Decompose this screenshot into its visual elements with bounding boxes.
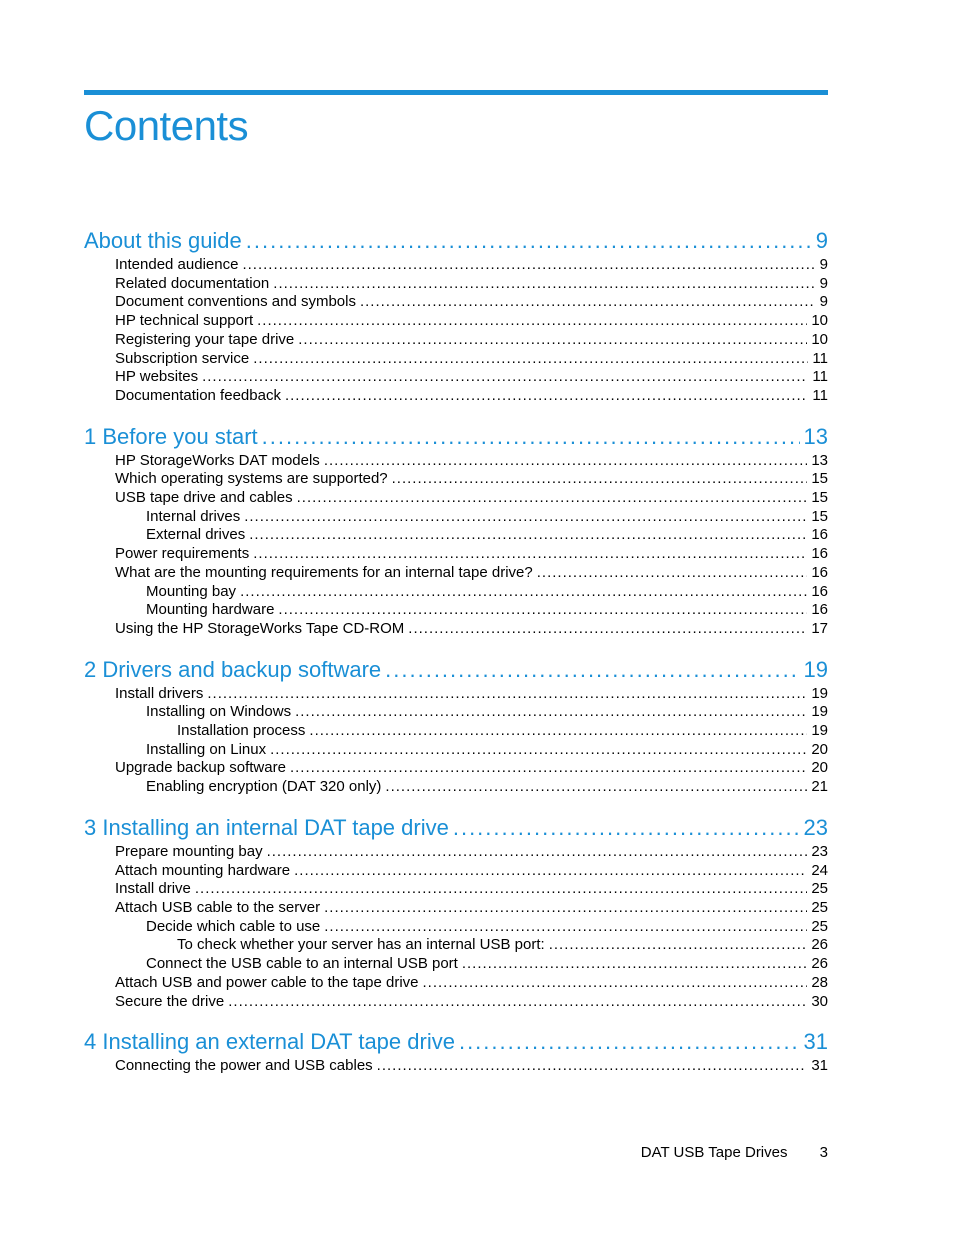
toc-chapter [84, 1027, 828, 1076]
toc-entry-page: 17 [811, 619, 828, 637]
toc-chapter-title: 3 Installing an internal DAT tape drive [84, 814, 449, 840]
toc-entry[interactable] [84, 387, 828, 406]
toc-entry-title: Enabling encryption (DAT 320 only) [146, 778, 382, 796]
toc-entry[interactable] [84, 256, 828, 275]
toc-entry-page: 20 [811, 740, 828, 758]
dot-leader [242, 256, 815, 275]
toc-entry-page: 11 [812, 349, 828, 367]
dot-leader [270, 741, 807, 760]
toc-entry[interactable] [84, 993, 828, 1012]
dot-leader [297, 489, 808, 508]
toc-entry-title: Attach USB cable to the server [115, 898, 321, 916]
toc-entry[interactable] [84, 759, 828, 778]
toc-entry[interactable] [84, 1057, 828, 1076]
toc-entry-title: Install drive [115, 880, 191, 898]
toc-entry-page: 9 [819, 274, 828, 292]
toc-entry-title: Intended audience [115, 256, 239, 273]
toc-entry-page: 15 [811, 489, 828, 507]
toc-chapter [84, 655, 828, 797]
dot-leader [262, 422, 800, 452]
dot-leader [244, 508, 807, 527]
toc-entry[interactable] [84, 685, 828, 704]
toc-entry-page: 21 [811, 778, 828, 796]
toc-entry[interactable] [84, 843, 828, 862]
dot-leader [309, 722, 807, 741]
toc-entry[interactable] [84, 862, 828, 881]
toc-chapter-heading[interactable] [84, 1027, 828, 1057]
footer-document-name: DAT USB Tape Drives [640, 1144, 788, 1161]
dot-leader [257, 312, 807, 331]
toc-entry[interactable] [84, 545, 828, 564]
toc-entry-title: Upgrade backup software [115, 759, 286, 777]
toc-entry-page: 19 [811, 684, 828, 702]
toc-entry[interactable] [84, 452, 828, 471]
toc-entry-title: HP technical support [115, 312, 254, 330]
toc-entry[interactable] [84, 583, 828, 602]
toc-chapter-page: 19 [803, 656, 828, 682]
toc-entry[interactable] [84, 741, 828, 760]
toc-entry-page: 24 [811, 861, 828, 879]
toc-entry-page: 26 [811, 936, 828, 954]
toc-entry-page: 20 [811, 759, 828, 777]
toc-entry-page: 25 [811, 880, 828, 898]
toc-entry[interactable] [84, 350, 828, 369]
toc-entry[interactable] [84, 955, 828, 974]
toc-entry-page: 19 [811, 722, 828, 740]
toc-entry-page: 25 [811, 898, 828, 916]
toc-chapter-heading[interactable] [84, 655, 828, 685]
toc-entry-page: 26 [811, 955, 828, 973]
toc-entry[interactable] [84, 470, 828, 489]
toc-entry-title: Prepare mounting bay [115, 842, 263, 860]
toc-entry-title: External drives [146, 526, 246, 544]
dot-leader [385, 778, 807, 797]
dot-leader [202, 368, 808, 387]
dot-leader [537, 564, 808, 583]
toc-entry-title: To check whether your server has an internal USB port: [177, 936, 545, 954]
toc-chapter [84, 226, 828, 406]
toc-entry-title: Documentation feedback [115, 386, 281, 404]
footer-page-number: 3 [819, 1144, 828, 1161]
toc-entry[interactable] [84, 275, 828, 294]
toc-chapter-page: 23 [803, 814, 828, 840]
toc-chapter-heading[interactable] [84, 226, 828, 256]
toc-entry-page: 19 [811, 703, 828, 721]
toc-chapter-heading[interactable] [84, 422, 828, 452]
dot-leader [228, 993, 807, 1012]
toc-chapter-page: 13 [803, 423, 828, 449]
dot-leader [392, 470, 808, 489]
toc-entry-title: Install drivers [115, 684, 204, 702]
toc-entry-page: 15 [811, 470, 828, 488]
dot-leader [246, 226, 812, 256]
dot-leader [207, 685, 807, 704]
toc-entry-title: Using the HP StorageWorks Tape CD-ROM [115, 619, 405, 637]
dot-leader [549, 936, 808, 955]
toc-entry-title: Connect the USB cable to an internal USB port [146, 955, 458, 973]
toc-chapter [84, 422, 828, 639]
toc-entry-page: 10 [811, 330, 828, 348]
toc-entry-page: 28 [811, 973, 828, 991]
toc-entry-title: Connecting the power and USB cables [115, 1057, 373, 1075]
dot-leader [290, 759, 807, 778]
toc-entry-page: 9 [819, 256, 828, 273]
dot-leader [408, 620, 807, 639]
toc-entry[interactable] [84, 331, 828, 350]
toc-entry-page: 16 [811, 601, 828, 619]
toc-chapter-title: 1 Before you start [84, 423, 258, 449]
toc-entry[interactable] [84, 722, 828, 741]
dot-leader [295, 703, 807, 722]
toc-entry-page: 16 [811, 582, 828, 600]
toc-entry-page: 10 [811, 312, 828, 330]
toc-entry[interactable] [84, 312, 828, 331]
toc-chapter-title: 2 Drivers and backup software [84, 656, 382, 682]
toc-entry-title: Registering your tape drive [115, 330, 295, 348]
toc-entry[interactable] [84, 918, 828, 937]
toc-chapter-heading[interactable] [84, 813, 828, 843]
dot-leader [423, 974, 808, 993]
toc-entry-title: Power requirements [115, 545, 250, 563]
toc-entry-page: 15 [811, 507, 828, 525]
toc-entry[interactable] [84, 489, 828, 508]
toc-entry-title: Installing on Windows [146, 703, 292, 721]
toc-entry-page: 11 [812, 386, 828, 404]
toc-entry-title: Mounting hardware [146, 601, 275, 619]
table-of-contents [84, 226, 828, 1092]
toc-entry-page: 23 [811, 842, 828, 860]
toc-entry[interactable] [84, 601, 828, 620]
dot-leader [385, 655, 799, 685]
toc-entry-title: Attach mounting hardware [115, 861, 291, 879]
dot-leader [324, 452, 808, 471]
dot-leader [278, 601, 807, 620]
dot-leader [377, 1057, 808, 1076]
dot-leader [453, 813, 800, 843]
toc-entry-page: 25 [811, 917, 828, 935]
toc-entry[interactable] [84, 564, 828, 583]
toc-entry-title: Secure the drive [115, 992, 225, 1010]
toc-entry[interactable] [84, 880, 828, 899]
toc-entry[interactable] [84, 703, 828, 722]
toc-entry[interactable] [84, 526, 828, 545]
dot-leader [324, 899, 807, 918]
dot-leader [360, 293, 816, 312]
toc-entry-page: 16 [811, 545, 828, 563]
toc-entry[interactable] [84, 368, 828, 387]
toc-entry[interactable] [84, 974, 828, 993]
dot-leader [459, 1027, 800, 1057]
toc-entry-page: 31 [811, 1057, 828, 1075]
dot-leader [249, 526, 807, 545]
dot-leader [195, 880, 807, 899]
toc-chapter-title: 4 Installing an external DAT tape drive [84, 1029, 455, 1055]
toc-entry-title: HP StorageWorks DAT models [115, 451, 320, 469]
toc-entry-page: 30 [811, 992, 828, 1010]
toc-entry[interactable] [84, 293, 828, 312]
toc-chapter-title: About this guide [84, 228, 242, 253]
toc-entry-title: Installing on Linux [146, 740, 267, 758]
toc-entry[interactable] [84, 899, 828, 918]
toc-entry-title: Internal drives [146, 507, 241, 525]
toc-chapter-page: 9 [815, 228, 828, 253]
dot-leader [273, 275, 815, 294]
toc-entry-title: USB tape drive and cables [115, 489, 293, 507]
dot-leader [285, 387, 808, 406]
page-footer [641, 1143, 828, 1163]
dot-leader [298, 331, 807, 350]
dot-leader [253, 350, 808, 369]
toc-entry-title: Which operating systems are supported? [115, 470, 388, 488]
dot-leader [294, 862, 807, 881]
toc-entry-page: 16 [811, 526, 828, 544]
toc-entry-title: What are the mounting requirements for an internal tape drive? [115, 563, 533, 581]
toc-entry-page: 9 [819, 293, 828, 311]
dot-leader [462, 955, 807, 974]
toc-entry-page: 13 [811, 451, 828, 469]
page-title: Contents [84, 102, 249, 149]
toc-entry-title: Document conventions and symbols [115, 293, 356, 311]
toc-entry-title: Related documentation [115, 274, 270, 292]
toc-entry[interactable] [84, 936, 828, 955]
dot-leader [240, 583, 807, 602]
toc-entry-page: 16 [811, 563, 828, 581]
toc-entry-title: Subscription service [115, 349, 250, 367]
dot-leader [324, 918, 807, 937]
dot-leader [253, 545, 807, 564]
toc-entry-page: 11 [812, 368, 828, 386]
toc-entry-title: Mounting bay [146, 582, 237, 600]
toc-entry-title: Decide which cable to use [146, 917, 321, 935]
toc-entry[interactable] [84, 778, 828, 797]
toc-entry-title: Installation process [177, 722, 306, 740]
toc-chapter [84, 813, 828, 1011]
toc-entry-title: Attach USB and power cable to the tape drive [115, 973, 419, 991]
toc-entry[interactable] [84, 508, 828, 527]
dot-leader [267, 843, 808, 862]
toc-entry[interactable] [84, 620, 828, 639]
title-rule [84, 90, 828, 95]
toc-entry-title: HP websites [115, 368, 199, 386]
toc-chapter-page: 31 [803, 1029, 828, 1055]
